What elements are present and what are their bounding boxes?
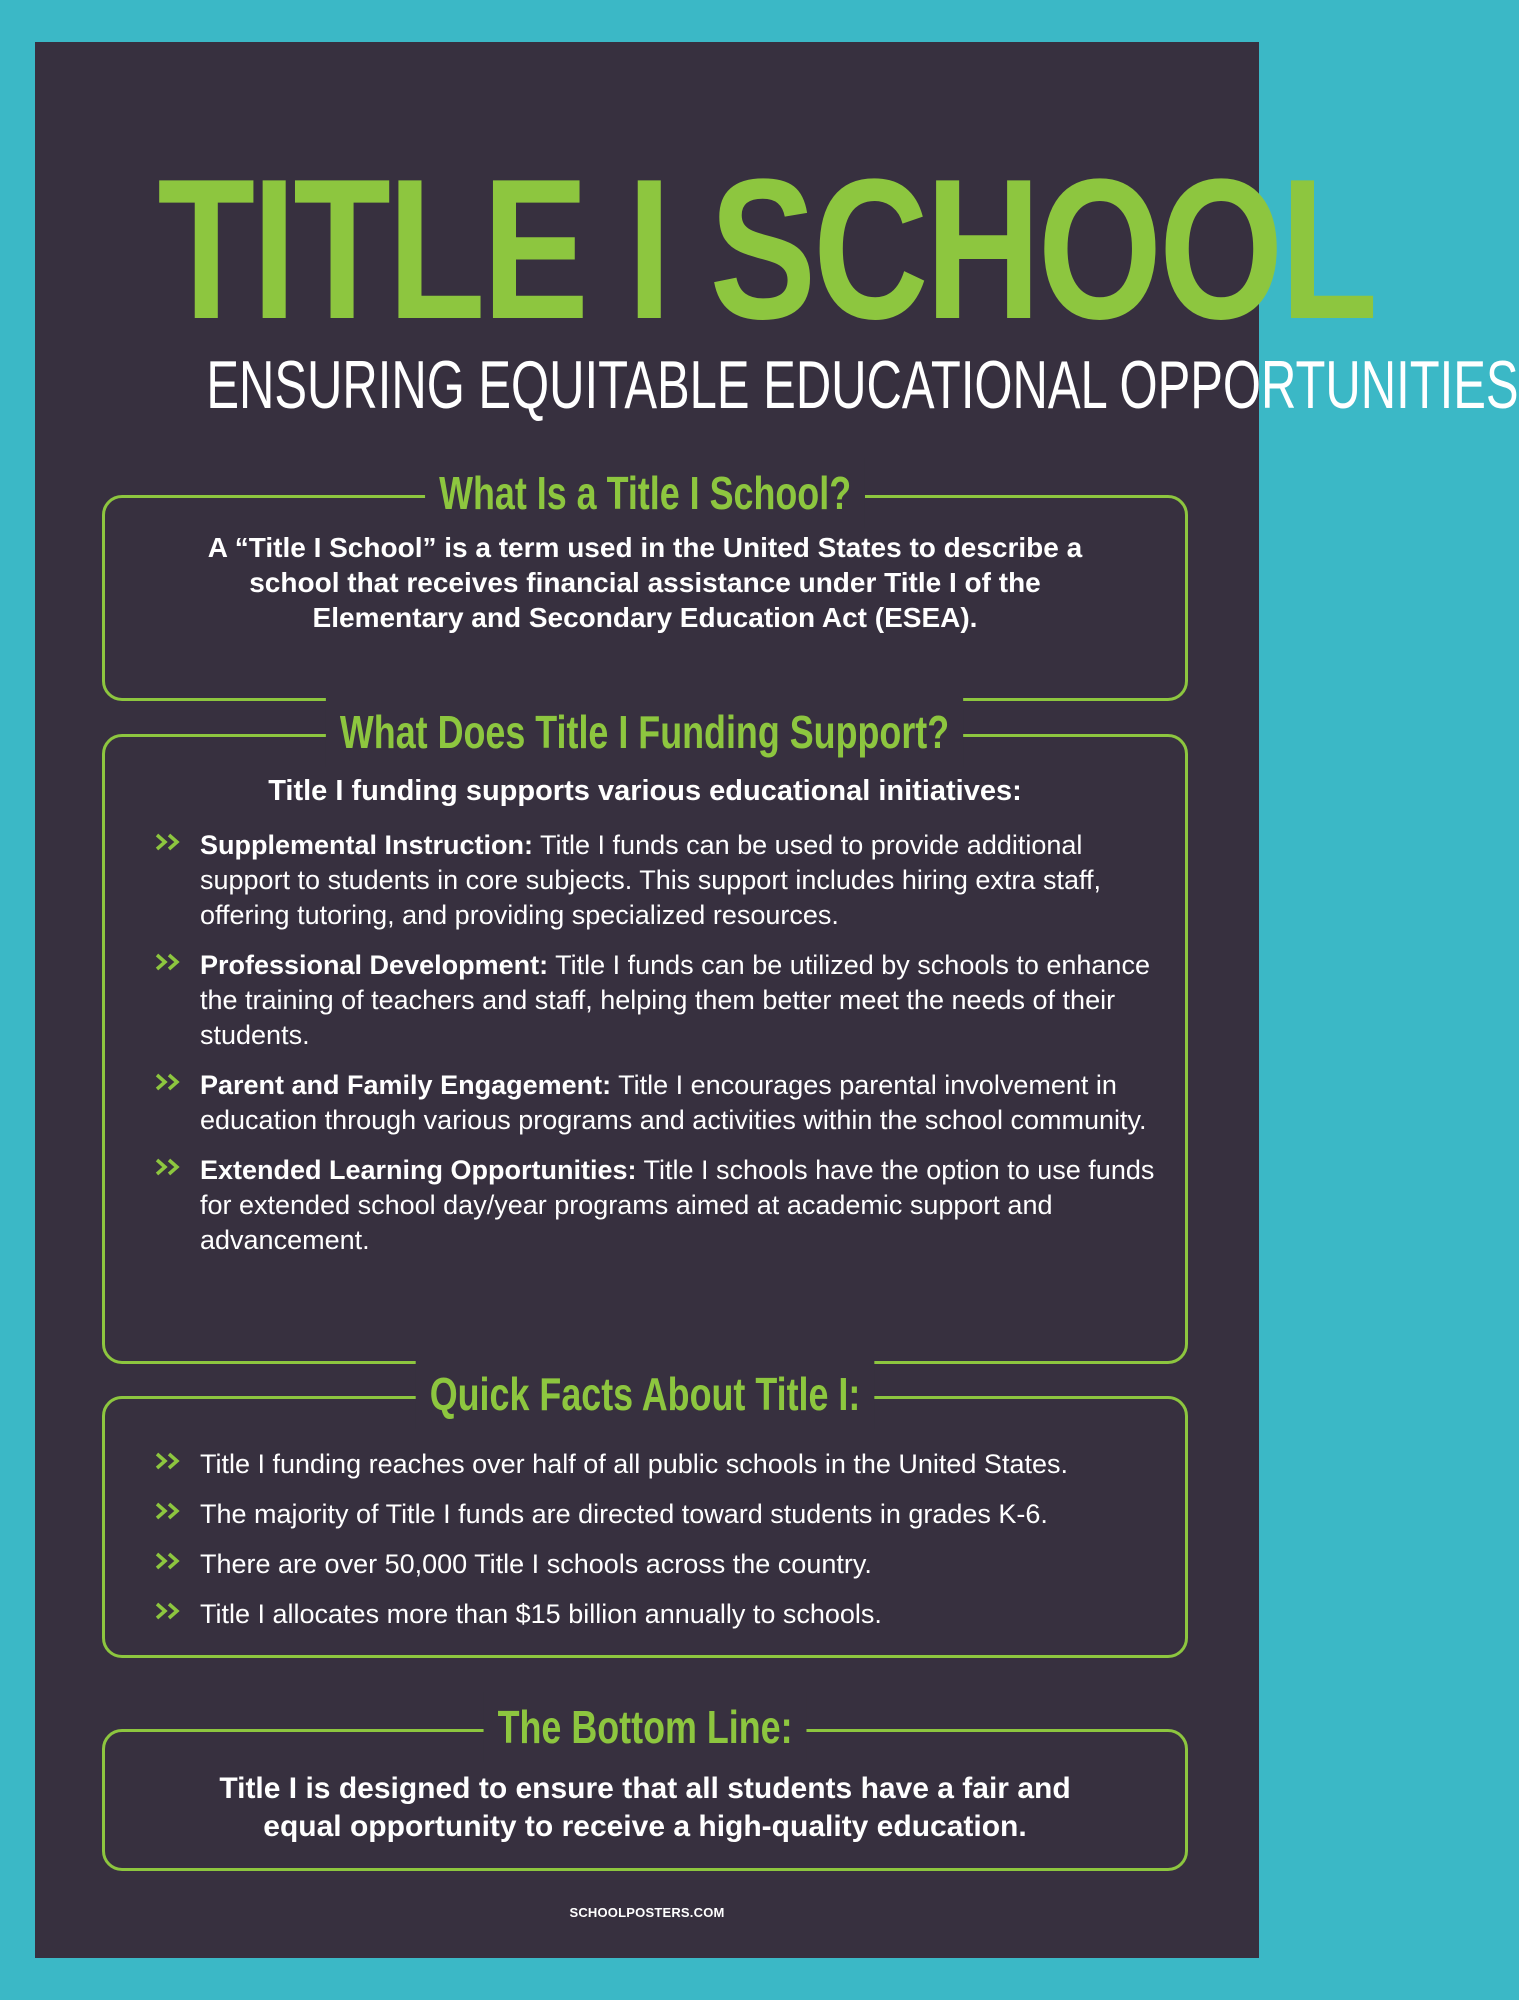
footer-website: SCHOOLPOSTERS.COM (569, 1905, 725, 1920)
list-item (200, 948, 1155, 1053)
page-subtitle: ENSURING EQUITABLE EDUCATIONAL OPPORTUNITIES (206, 347, 1519, 423)
what-is-heading: What Is a Title I School? (425, 458, 865, 528)
bottom-line-heading: The Bottom Line: (483, 1692, 806, 1762)
bottom-line-section (102, 1701, 1188, 1871)
double-chevron-right-icon (154, 1550, 188, 1572)
item-term: Professional Development: (200, 950, 549, 980)
list-item (200, 1597, 1165, 1632)
double-chevron-right-icon (154, 1156, 188, 1178)
double-chevron-right-icon (154, 1600, 188, 1622)
double-chevron-right-icon (154, 1500, 188, 1522)
double-chevron-right-icon (154, 951, 188, 973)
what-is-text: A “Title I School” is a term used in the United States to describe a school that receives financial assistance under Title I of the Elementary and Secondary Education Act (ESEA). (207, 532, 1083, 633)
fact-text: Title I allocates more than $15 billion annually to schools. (200, 1599, 882, 1629)
list-item (200, 1547, 1165, 1582)
funding-list (200, 828, 1155, 1258)
list-item (200, 1068, 1155, 1138)
item-term: Parent and Family Engagement: (200, 1070, 612, 1100)
double-chevron-right-icon (154, 831, 188, 853)
fact-text: The majority of Title I funds are directed toward students in grades K-6. (200, 1499, 1048, 1529)
what-is-section (102, 467, 1188, 701)
poster-panel (35, 42, 1519, 1958)
funding-intro: Title I funding supports various educational initiatives: (268, 775, 1022, 807)
item-text: Title I schools have the option to use funds for extended school day/year programs aimed at academic support and advancement. (200, 1155, 1155, 1255)
list-item (200, 1447, 1165, 1482)
item-term: Extended Learning Opportunities: (200, 1155, 637, 1185)
list-item (200, 1497, 1165, 1532)
bottom-line-text: Title I is designed to ensure that all students have a fair and equal opportunity to receive a high-quality education. (219, 1772, 1071, 1843)
facts-list (200, 1447, 1165, 1632)
funding-heading: What Does Title I Funding Support? (326, 697, 963, 767)
fact-text: There are over 50,000 Title I schools across the country. (200, 1549, 872, 1579)
list-item (200, 828, 1155, 933)
page-title: TITLE I SCHOOL (157, 138, 1375, 361)
facts-section (102, 1368, 1188, 1658)
item-text: Title I funds can be utilized by schools to enhance the training of teachers and staff, helping them better meet the needs of their students. (200, 950, 1150, 1050)
facts-heading: Quick Facts About Title I: (416, 1359, 875, 1429)
fact-text: Title I funding reaches over half of all public schools in the United States. (200, 1449, 1068, 1479)
double-chevron-right-icon (154, 1450, 188, 1472)
item-term: Supplemental Instruction: (200, 830, 534, 860)
funding-section (102, 706, 1188, 1364)
item-text: Title I encourages parental involvement in education through various programs and activities within the school community. (200, 1070, 1147, 1135)
list-item (200, 1153, 1155, 1258)
item-text: Title I funds can be used to provide additional support to students in core subjects. This support includes hiring extra staff, offering tutoring, and providing specialized resources. (200, 830, 1101, 930)
double-chevron-right-icon (154, 1071, 188, 1093)
